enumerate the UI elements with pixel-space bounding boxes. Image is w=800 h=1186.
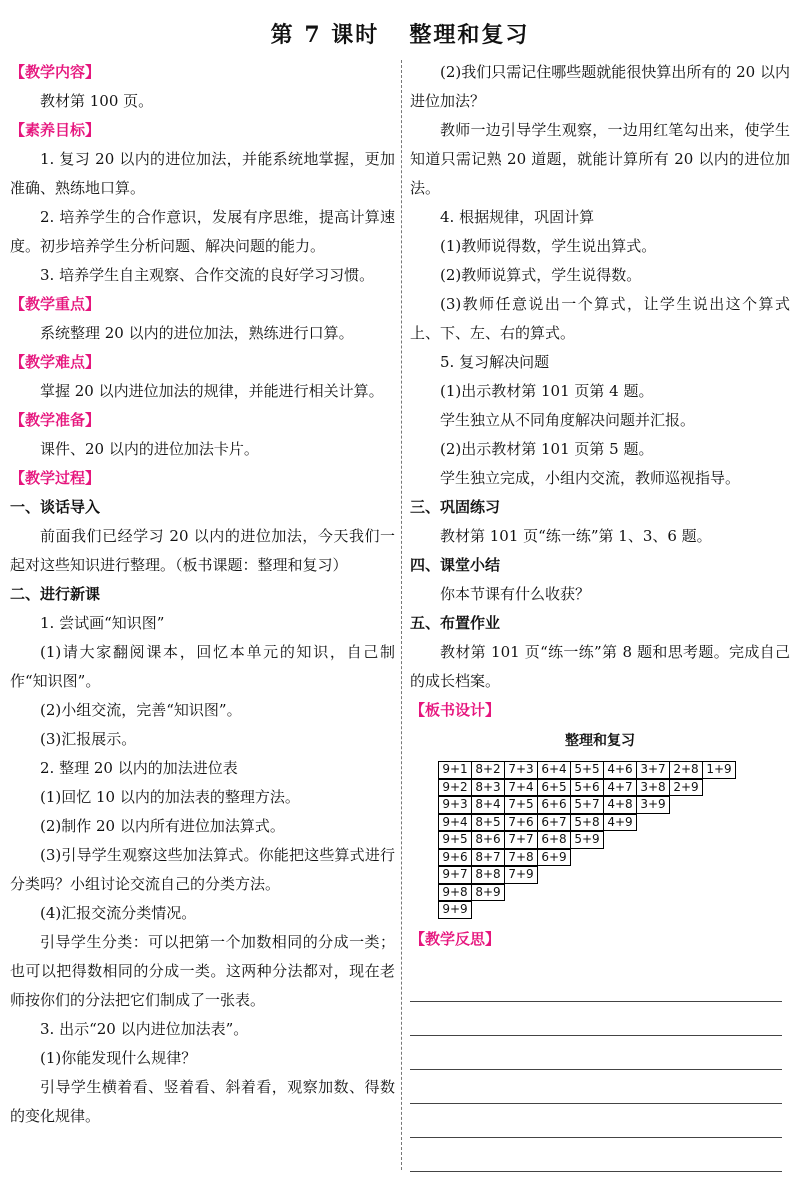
paragraph: 4. 根据规律，巩固计算 <box>440 208 595 226</box>
table-cell: 7+7 <box>504 831 538 849</box>
table-cell: 8+9 <box>471 884 505 902</box>
table-cell: 3+8 <box>636 779 670 797</box>
paragraph: 教师一边引导学生观察，一边用红笔勾出来，使学生知道只需记熟 20 道题，就能计算所有 20 以内的进位加法。 <box>410 121 790 197</box>
table-cell: 9+4 <box>438 814 472 832</box>
table-row <box>438 796 790 814</box>
table-cell: 4+7 <box>603 779 637 797</box>
writing-line <box>410 1036 782 1070</box>
table-cell: 5+9 <box>570 831 604 849</box>
paragraph: 引导学生横着看、竖着看、斜着看，观察加数、得数的变化规律。 <box>10 1078 395 1125</box>
paragraph: 3. 培养学生自主观察、合作交流的良好学习习惯。 <box>40 266 375 284</box>
paragraph: 掌握 20 以内进位加法的规律，并能进行相关计算。 <box>40 382 384 400</box>
paragraph: (3)汇报展示。 <box>40 730 137 748</box>
paragraph: (1)教师说得数，学生说出算式。 <box>440 237 657 255</box>
table-cell: 5+5 <box>570 761 604 779</box>
table-cell: 7+8 <box>504 849 538 867</box>
section-tag: 【教学内容】 <box>10 63 101 81</box>
table-cell: 5+8 <box>570 814 604 832</box>
table-cell: 2+9 <box>669 779 703 797</box>
paragraph: 5. 复习解决问题 <box>440 353 550 371</box>
paragraph: (1)你能发现什么规律？ <box>40 1049 197 1067</box>
paragraph: 系统整理 20 以内的进位加法，熟练进行口算。 <box>40 324 354 342</box>
table-cell: 9+1 <box>438 761 472 779</box>
table-cell: 8+2 <box>471 761 505 779</box>
paragraph: 课件、20 以内的进位加法卡片。 <box>40 440 259 458</box>
table-cell: 5+6 <box>570 779 604 797</box>
paragraph: (1)出示教材第 101 页第 4 题。 <box>440 382 654 400</box>
writing-line <box>410 1138 782 1172</box>
section-tag: 【教学难点】 <box>10 353 101 371</box>
table-row <box>438 901 790 919</box>
table-cell: 4+6 <box>603 761 637 779</box>
section-heading: 五、布置作业 <box>410 614 501 632</box>
table-cell: 9+7 <box>438 866 472 884</box>
paragraph: 前面我们已经学习 20 以内的进位加法，今天我们一起对这些知识进行整理。（板书课题：整理和复习） <box>10 527 395 574</box>
paragraph: 引导学生分类：可以把第一个加数相同的分成一类；也可以把得数相同的分成一类。这两种分法都对，现在老师按你们的分法把它们制成了一张表。 <box>10 933 395 1009</box>
paragraph: (2)制作 20 以内所有进位加法算式。 <box>40 817 285 835</box>
table-row <box>438 779 790 797</box>
reflection-heading: 【教学反思】 <box>410 929 501 948</box>
lesson-title: 整理和复习 <box>409 22 530 48</box>
paragraph: 3. 出示“20 以内进位加法表”。 <box>40 1020 249 1038</box>
left-column <box>10 58 395 1131</box>
table-cell: 6+9 <box>537 849 571 867</box>
right-column <box>410 58 790 1172</box>
table-cell: 1+9 <box>702 761 736 779</box>
section-tag: 【素养目标】 <box>10 121 101 139</box>
table-cell: 9+9 <box>438 901 472 919</box>
paragraph: (2)出示教材第 101 页第 5 题。 <box>440 440 654 458</box>
paragraph: 教材第 101 页“练一练”第 8 题和思考题。完成自己的成长档案。 <box>410 643 790 690</box>
table-cell: 9+5 <box>438 831 472 849</box>
section-heading: 四、课堂小结 <box>410 556 501 574</box>
table-cell: 8+3 <box>471 779 505 797</box>
table-cell: 7+9 <box>504 866 538 884</box>
column-divider <box>401 60 402 1170</box>
table-row <box>438 761 790 779</box>
table-cell: 4+9 <box>603 814 637 832</box>
paragraph: (1)回忆 10 以内的加法表的整理方法。 <box>40 788 300 806</box>
table-row <box>438 866 790 884</box>
writing-line <box>410 1002 782 1036</box>
table-cell: 5+7 <box>570 796 604 814</box>
paragraph: 2. 培养学生的合作意识，发展有序思维，提高计算速度。初步培养学生分析问题、解决问题的能力。 <box>10 208 395 255</box>
table-cell: 8+4 <box>471 796 505 814</box>
table-cell: 9+8 <box>438 884 472 902</box>
board-title: 整理和复习 <box>565 733 635 749</box>
section-tag: 【教学过程】 <box>10 469 101 487</box>
paragraph: (2)我们只需记住哪些题就能很快算出所有的 20 以内进位加法？ <box>410 63 790 110</box>
table-cell: 7+4 <box>504 779 538 797</box>
paragraph: (3)引导学生观察这些加法算式。你能把这些算式进行分类吗？小组讨论交流自己的分类方法。 <box>10 846 395 893</box>
table-row <box>438 831 790 849</box>
addition-table <box>438 761 790 919</box>
section-tag: 【教学重点】 <box>10 295 101 313</box>
page-title <box>0 18 800 49</box>
paragraph: 2. 整理 20 以内的加法进位表 <box>40 759 238 777</box>
table-cell: 6+6 <box>537 796 571 814</box>
paragraph: 学生独立完成，小组内交流，教师巡视指导。 <box>440 469 741 487</box>
table-cell: 6+5 <box>537 779 571 797</box>
page-number: 50 <box>352 1082 464 1183</box>
table-row <box>438 884 790 902</box>
section-heading: 二、进行新课 <box>10 585 101 603</box>
table-cell: 8+7 <box>471 849 505 867</box>
table-cell: 2+8 <box>669 761 703 779</box>
paragraph: 学生独立从不同角度解决问题并汇报。 <box>440 411 696 429</box>
paragraph: (2)教师说算式，学生说得数。 <box>440 266 642 284</box>
writing-line <box>410 1070 782 1104</box>
table-cell: 3+9 <box>636 796 670 814</box>
table-cell: 4+8 <box>603 796 637 814</box>
reflection-lines <box>410 968 790 1172</box>
table-cell: 8+5 <box>471 814 505 832</box>
paragraph: (2)小组交流，完善“知识图”。 <box>40 701 242 719</box>
section-tag: 【教学准备】 <box>10 411 101 429</box>
section-heading: 三、巩固练习 <box>410 498 501 516</box>
paragraph: 教材第 101 页“练一练”第 1、3、6 题。 <box>440 527 712 545</box>
lesson-number: 第 7 课时 <box>270 22 380 48</box>
table-cell: 9+6 <box>438 849 472 867</box>
writing-line <box>410 1104 782 1138</box>
table-cell: 6+7 <box>537 814 571 832</box>
section-heading: 一、谈话导入 <box>10 498 101 516</box>
table-cell: 8+6 <box>471 831 505 849</box>
table-cell: 9+3 <box>438 796 472 814</box>
paragraph: 你本节课有什么收获？ <box>440 585 591 603</box>
table-row <box>438 814 790 832</box>
right-column-text <box>410 58 790 725</box>
table-cell: 7+3 <box>504 761 538 779</box>
paragraph: (4)汇报交流分类情况。 <box>40 904 197 922</box>
paragraph: 1. 尝试画“知识图” <box>40 614 165 632</box>
table-cell: 7+6 <box>504 814 538 832</box>
section-tag: 【板书设计】 <box>410 701 501 719</box>
table-row <box>438 849 790 867</box>
paragraph: 1. 复习 20 以内的进位加法，并能系统地掌握，更加准确、熟练地口算。 <box>10 150 395 197</box>
writing-line <box>410 968 782 1002</box>
paragraph: (3)教师任意说出一个算式，让学生说出这个算式上、下、左、右的算式。 <box>410 295 790 342</box>
table-cell: 6+4 <box>537 761 571 779</box>
table-cell: 8+8 <box>471 866 505 884</box>
table-cell: 3+7 <box>636 761 670 779</box>
table-cell: 9+2 <box>438 779 472 797</box>
paragraph: 教材第 100 页。 <box>40 92 154 110</box>
paragraph: (1)请大家翻阅课本，回忆本单元的知识，自己制作“知识图”。 <box>10 643 395 690</box>
table-cell: 6+8 <box>537 831 571 849</box>
table-cell: 7+5 <box>504 796 538 814</box>
